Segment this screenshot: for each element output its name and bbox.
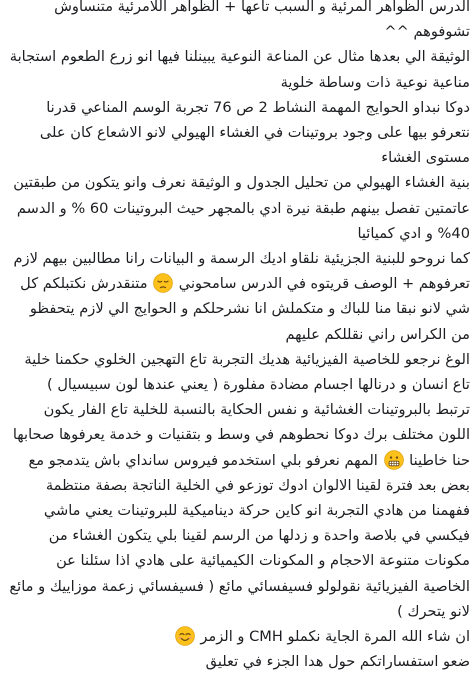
grimacing-face-icon [384, 450, 404, 470]
paragraph-immune-labeling [8, 95, 470, 171]
paragraph-text: المهم نعرفو بلي استخدمو فيروس سانداي باش يتدمجو مع بعض بعد فترة لقينا الالوان ادوك توزعو في الخلية الناتجة بصفة منتظمة ففهمنا من هادي التجربة انو كاين حركة ديناميكية للبروتينات يعني ماشي فيكسي في بلاصة واحدة و زدلها من الرسم لقينا بلي يتكون الغشاء من مكونات متنوعة الاحجام و المكونات الكيميائية على هادي اذا سئلنا عن الخاصية الفيزيائية نقولولو فسيفسائي مائع ( فسيفسائي زعمة موزاييك و مائع لانو يتحرك ) [9, 451, 470, 620]
paragraph-membrane-structure [8, 170, 470, 246]
pensive-face-icon [153, 273, 173, 293]
paragraph-text: ان شاء الله المرة الجاية نكملو CMH و الزمر [200, 628, 470, 646]
smiling-face-icon [175, 626, 195, 646]
paragraph-text: بنية الغشاء الهيولي من تحليل الجدول و الوثيقة نعرف وانو يتكون من طبقتين عاتمتين تفصل بينهم طبقة نيرة ادي بالمجهر حيث البروتينات 60 % و الدسم 40% و ادي كميائيا [13, 174, 470, 242]
paragraph-text: ضعو استفساراتكم حول هدا الجزء في تعليق [205, 653, 470, 671]
paragraph-text: الدرس الظواهر المرئية و السبب تاعها + الظواهر اللامرئية متنساوش تشوفوهم ^^ [54, 0, 470, 41]
paragraph-molecular-structure [8, 246, 470, 347]
paragraph-specific-immunity [8, 44, 470, 94]
paragraph-text: الوثيقة الي بعدها مثال عن المناعة النوعية يبينلنا فيها انو زرع الطعوم استجابة مناعية نوعية ذات وساطة خلوية [9, 48, 470, 91]
paragraph-physical-property [8, 347, 470, 624]
paragraph-text: كما نروحو للبنية الجزيئية نلقاو اديك الرسمة و البيانات رانا مطالبين بيهم لازم تعرفوهم + الوصف قريتوه في الدرس سامحوني [13, 250, 470, 293]
paragraph-comments-call [8, 649, 470, 674]
paragraph-lesson-intro [8, 0, 470, 44]
paragraph-text: متنقدرش نكتبلكم كل شي لانو نبقا منا للباك و متكملش انا نشرحلكم و الحوايج الي لازم يتحفظو من الكراس راني نقللكم عليهم [20, 275, 470, 343]
paragraph-text: دوكا نبداو الحوايج المهمة النشاط 2 ص 76 تجربة الوسم المناعي قدرنا نتعرفو بيها على وجود بروتينات في الغشاء الهيولي لانو الاشعاع كان على مستوى الغشاء [39, 98, 470, 167]
paragraph-text: الوغ نرجعو للخاصية الفيزيائية هديك التجربة تاع التهجين الخلوي حكمنا خلية تاع انسان و درنالها اجسام مضادة مفلورة ( يعني عندها لون سبيسيال ) ترتبط بالبروتينات الغشائية و نفس الحكاية بالنسبة للخلية تاع الفار يكون اللون مختلف برك دوكا نحطوهم في وسط و بتقنيات و خدمة يعرفوها صحابها حنا خاطينا [12, 350, 470, 469]
paragraph-next-lesson [8, 624, 470, 649]
